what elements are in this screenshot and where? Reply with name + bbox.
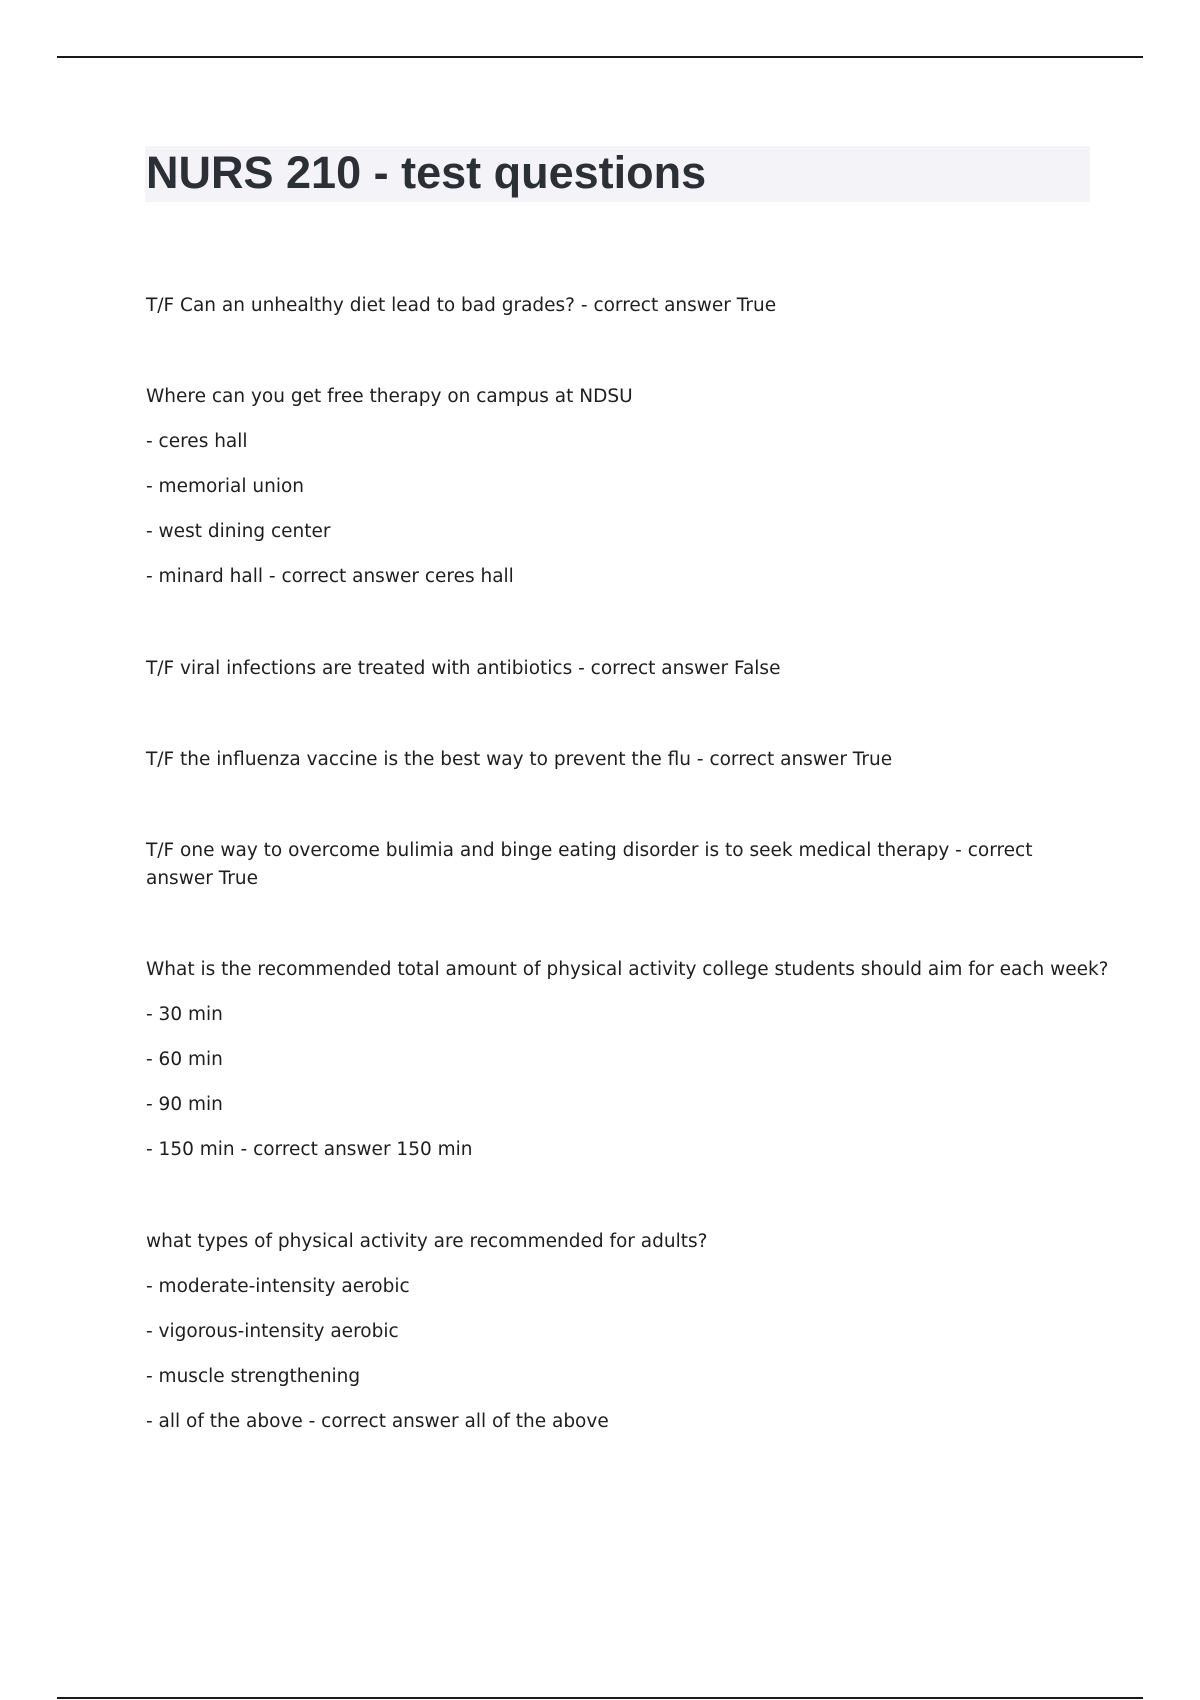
answer-option: - all of the above - correct answer all of the above bbox=[146, 1411, 609, 1432]
question-text: T/F viral infections are treated with antibiotics - correct answer False bbox=[146, 658, 781, 679]
question-text: T/F Can an unhealthy diet lead to bad grades? - correct answer True bbox=[146, 295, 777, 316]
answer-option: - ceres hall bbox=[146, 431, 248, 452]
question-block-4 bbox=[146, 746, 1096, 774]
question-text: Where can you get free therapy on campus at NDSU bbox=[146, 386, 633, 407]
answer-option: - 30 min bbox=[146, 1004, 223, 1025]
document-title: NURS 210 - test questions bbox=[146, 147, 707, 198]
page-top-rule bbox=[57, 56, 1143, 58]
answer-option: - 150 min - correct answer 150 min bbox=[146, 1139, 473, 1160]
page-bottom-rule bbox=[57, 1697, 1143, 1699]
answer-option: - muscle strengthening bbox=[146, 1366, 361, 1387]
answer-option: - memorial union bbox=[146, 476, 305, 497]
question-text: T/F the influenza vaccine is the best way to prevent the flu - correct answer True bbox=[146, 749, 893, 770]
question-text: what types of physical activity are recommended for adults? bbox=[146, 1231, 708, 1252]
question-block-1 bbox=[146, 292, 1096, 320]
question-block-3 bbox=[146, 655, 1096, 683]
answer-option: - west dining center bbox=[146, 521, 331, 542]
question-block-5 bbox=[146, 837, 1096, 893]
question-block-2 bbox=[146, 383, 1096, 591]
question-text: T/F one way to overcome bulimia and binge eating disorder is to seek medical therapy - correct answer True bbox=[146, 840, 1033, 889]
question-block-7 bbox=[146, 1228, 1096, 1436]
answer-option: - minard hall - correct answer ceres hall bbox=[146, 566, 514, 587]
answer-option: - moderate-intensity aerobic bbox=[146, 1276, 410, 1297]
answer-option: - vigorous-intensity aerobic bbox=[146, 1321, 399, 1342]
answer-option: - 90 min bbox=[146, 1094, 223, 1115]
question-text: What is the recommended total amount of physical activity college students should aim for each week? bbox=[146, 959, 1109, 980]
answer-option: - 60 min bbox=[146, 1049, 223, 1070]
question-block-6 bbox=[146, 956, 1109, 1164]
